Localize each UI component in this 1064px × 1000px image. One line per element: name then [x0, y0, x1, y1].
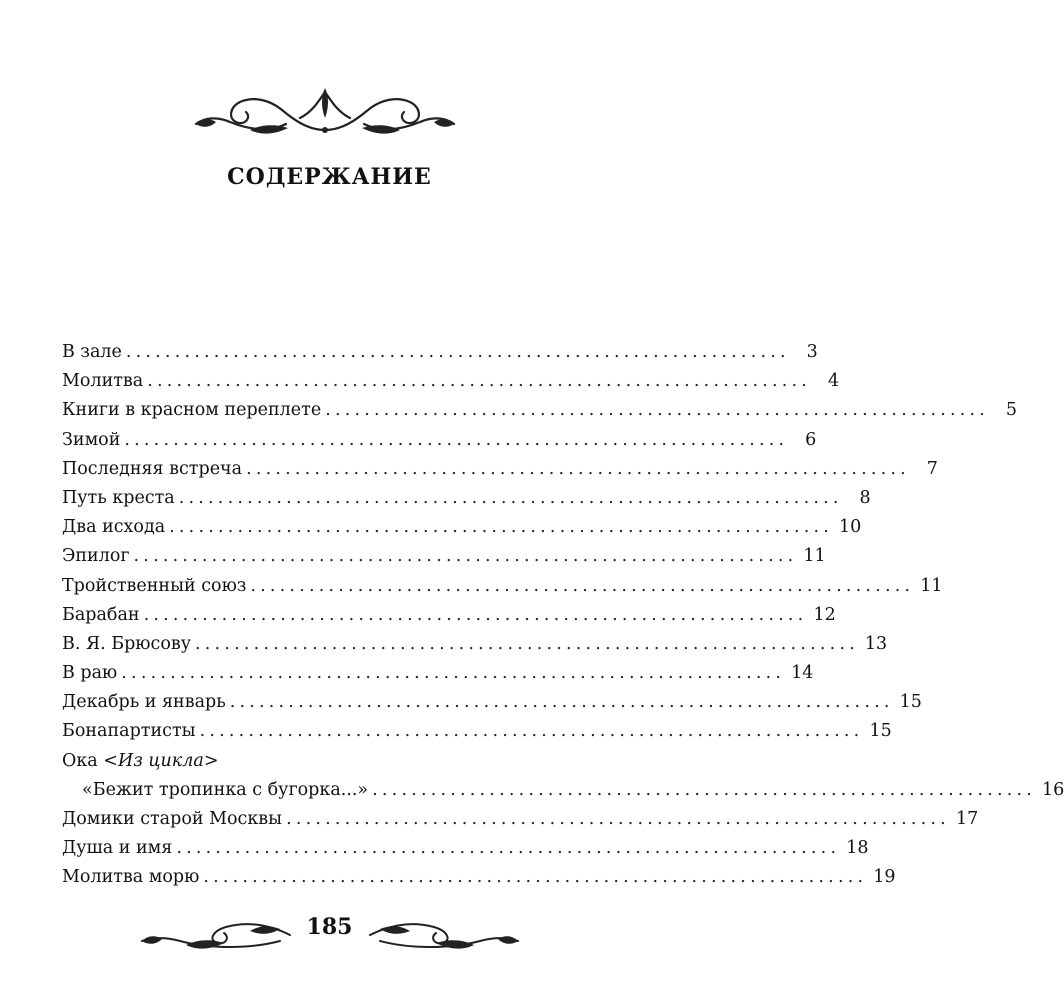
toc-dot-leader: ....................................................................: [143, 604, 808, 625]
toc-dot-leader: ....................................................................: [246, 458, 910, 479]
toc-entry: [62, 805, 979, 834]
toc-entry-page: 13: [864, 633, 888, 654]
toc-dot-leader: ....................................................................: [229, 692, 894, 713]
toc-entry: [62, 367, 840, 396]
toc-entry-page: 15: [869, 721, 892, 742]
toc-entry-title: Два исхода: [62, 517, 166, 538]
toc-entry-page: 4: [827, 371, 840, 392]
toc-entry-title: Зимой: [62, 429, 121, 450]
table-of-contents: [62, 338, 1064, 893]
toc-entry-title: «Бежит тропинка с бугорка...»: [82, 779, 369, 800]
toc-entry-page: 6: [805, 429, 817, 450]
toc-entry: [62, 455, 938, 484]
toc-entry: [62, 396, 1018, 425]
toc-entry: [62, 426, 817, 455]
toc-entry: [62, 338, 818, 367]
toc-entry-page: 5: [1005, 400, 1018, 421]
toc-section-title: [62, 747, 218, 776]
toc-entry: [62, 834, 869, 863]
toc-entry: [62, 630, 888, 659]
toc-entry-page: 8: [859, 487, 871, 508]
toc-entry-title: Молитва: [62, 371, 144, 392]
toc-entry: [62, 542, 826, 571]
toc-dot-leader: ....................................................................: [195, 633, 859, 654]
toc-entry-page: 3: [806, 342, 818, 362]
toc-entry: [62, 659, 814, 688]
toc-entry-title: В раю: [62, 663, 118, 684]
toc-entry-page: 12: [813, 604, 836, 625]
toc-entry: [62, 572, 943, 601]
toc-entry: [62, 863, 896, 892]
toc-entry-title: Путь креста: [62, 487, 175, 508]
toc-entry-title: Бонапартисты: [62, 721, 196, 742]
toc-entry-page: 10: [839, 517, 862, 538]
page-number: 185: [306, 914, 353, 940]
toc-entry-page: 17: [955, 809, 979, 829]
toc-entry-page: 18: [846, 838, 869, 859]
toc-entry-title: Барабан: [62, 604, 140, 625]
toc-entry-title: В зале: [62, 342, 122, 362]
toc-dot-leader: ....................................................................: [125, 342, 790, 362]
toc-entry-title: Домики старой Москвы: [62, 809, 283, 829]
toc-entry: [62, 776, 1064, 805]
toc-dot-leader: ....................................................................: [325, 400, 990, 421]
toc-dot-leader: ....................................................................: [250, 575, 915, 596]
toc-entry-title: В. Я. Брюсову: [62, 633, 192, 654]
top-ornament: [190, 84, 460, 146]
toc-entry-page: 11: [803, 546, 826, 567]
toc-section-oka: [62, 747, 589, 776]
toc-section-label: Ока: [62, 750, 104, 771]
toc-dot-leader: ....................................................................: [178, 487, 843, 508]
toc-entry-title: Книги в красном переплете: [62, 400, 322, 421]
toc-dot-leader: ....................................................................: [372, 779, 1037, 800]
toc-entry-title: Молитва морю: [62, 867, 200, 888]
toc-entry-title: Душа и имя: [62, 838, 173, 859]
toc-entry-page: 7: [926, 458, 938, 479]
page-title: СОДЕРЖАНИЕ: [227, 164, 432, 190]
toc-dot-leader: ....................................................................: [176, 838, 841, 859]
toc-dot-leader: ....................................................................: [286, 809, 950, 829]
toc-entry: [62, 513, 862, 542]
toc-entry-page: 16: [1042, 779, 1064, 800]
toc-entry: [62, 717, 892, 746]
toc-entry-page: 11: [920, 575, 943, 596]
toc-entry-page: 14: [791, 663, 814, 684]
toc-dot-leader: ....................................................................: [203, 867, 868, 888]
toc-section-note: <Из цикла>: [103, 750, 219, 771]
toc-entry-title: Декабрь и январь: [62, 692, 226, 713]
toc-entry: [62, 484, 871, 513]
toc-dot-leader: ....................................................................: [169, 517, 834, 538]
toc-entry-title: Эпилог: [62, 546, 130, 567]
toc-dot-leader: ....................................................................: [147, 371, 812, 392]
toc-dot-leader: ....................................................................: [124, 429, 789, 450]
toc-dot-leader: ....................................................................: [199, 721, 864, 742]
toc-dot-leader: ....................................................................: [133, 546, 798, 567]
toc-entry-page: 19: [873, 867, 896, 888]
toc-entry: [62, 688, 922, 717]
toc-entry-page: 15: [899, 692, 922, 713]
toc-entry: [62, 601, 836, 630]
toc-entry-title: Последняя встреча: [62, 458, 243, 479]
toc-dot-leader: ....................................................................: [121, 663, 786, 684]
toc-entry-title: Тройственный союз: [62, 575, 247, 596]
